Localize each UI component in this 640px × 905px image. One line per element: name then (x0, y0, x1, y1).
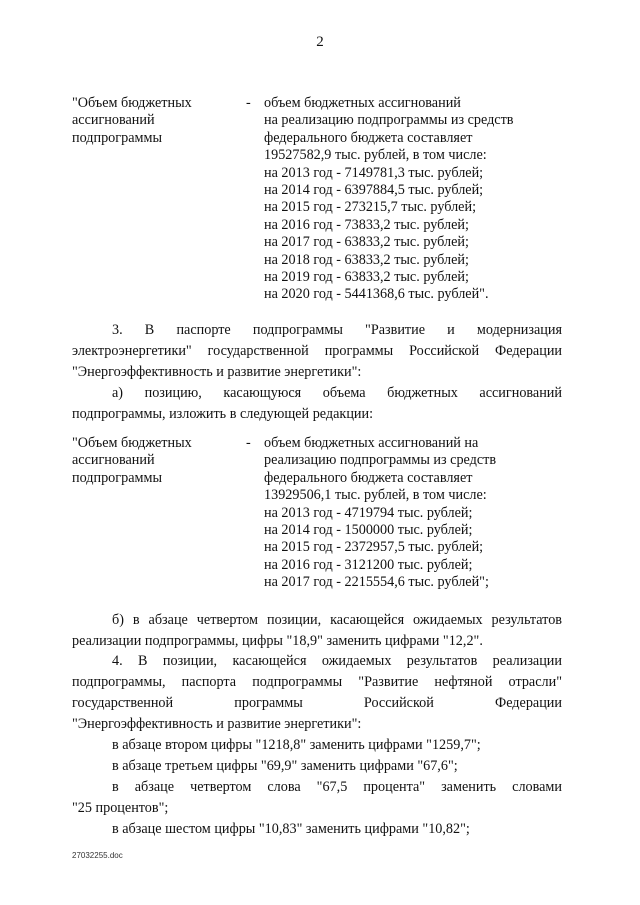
paragraph-line: а) позицию, касающуюся объема бюджетных ассигнований (112, 385, 562, 401)
passport-line: федерального бюджета составляет (264, 129, 473, 146)
paragraph-line: 4. В позиции, касающейся ожидаемых результатов реализации (112, 653, 562, 669)
passport-line: на 2015 год - 273215,7 тыс. рублей; (264, 199, 477, 216)
passport-line: на 2020 год - 5441368,6 тыс. рублей". (264, 286, 489, 303)
passport-lines (264, 95, 514, 304)
passport-dash: - (246, 95, 251, 111)
paragraph-line: электроэнергетики" государственной программы Российской Федерации (72, 343, 562, 359)
paragraph-line: 3. В паспорте подпрограммы "Развитие и модернизация (112, 322, 562, 338)
paragraph-3b (72, 610, 562, 652)
passport-line: на 2014 год - 1500000 тыс. рублей; (264, 522, 473, 539)
passport-line: на 2016 год - 3121200 тыс. рублей; (264, 556, 473, 573)
amendment-item: "25 процентов"; (72, 800, 169, 816)
passport-line: на 2013 год - 4719794 тыс. рублей; (264, 504, 473, 521)
paragraph-line: реализации подпрограммы, цифры "18,9" заменить цифрами "12,2". (72, 633, 483, 649)
paragraph-line: подпрограммы, изложить в следующей редакции: (72, 406, 374, 422)
passport-line: 13929506,1 тыс. рублей, в том числе: (264, 487, 487, 504)
passport-line: на 2016 год - 73833,2 тыс. рублей; (264, 216, 469, 233)
amendment-items (72, 735, 562, 840)
passport-line: на 2013 год - 7149781,3 тыс. рублей; (264, 164, 484, 181)
passport-label: "Объем бюджетных ассигнований подпрограммы (72, 95, 192, 146)
passport-lines (264, 435, 496, 592)
passport-line: федерального бюджета составляет (264, 469, 473, 486)
amendment-item: в абзаце шестом цифры "10,83" заменить цифрами "10,82"; (112, 821, 470, 837)
paragraph-line: "Энергоэффективность и развитие энергетики": (72, 364, 362, 380)
passport-line: на 2017 год - 63833,2 тыс. рублей; (264, 234, 469, 251)
paragraph-line: б) в абзаце четвертом позиции, касающейся ожидаемых результатов (112, 612, 562, 628)
passport-label: "Объем бюджетных ассигнований подпрограммы (72, 435, 192, 486)
passport-dash: - (246, 435, 251, 451)
paragraph-4 (72, 651, 562, 735)
page-number: 2 (316, 34, 324, 50)
paragraph-line: подпрограммы, паспорта подпрограммы "Развитие нефтяной отрасли" (72, 674, 562, 690)
passport-line: 19527582,9 тыс. рублей, в том числе: (264, 147, 487, 164)
document-filename: 27032255.doc (72, 851, 123, 860)
passport-line: объем бюджетных ассигнований (264, 95, 461, 111)
passport-line: на 2017 год - 2215554,6 тыс. рублей"; (264, 574, 489, 591)
paragraph-line: государственной программы Российской Федерации (72, 695, 562, 711)
amendment-item: в абзаце втором цифры "1218,8" заменить цифрами "1259,7"; (112, 737, 481, 753)
amendment-item: в абзаце третьем цифры "69,9" заменить цифрами "67,6"; (112, 758, 458, 774)
paragraph-3a (72, 383, 562, 425)
amendment-item: в абзаце четвертом слова "67,5 процента" заменить словами (112, 779, 562, 795)
passport-line: на 2015 год - 2372957,5 тыс. рублей; (264, 539, 484, 556)
passport-line: объем бюджетных ассигнований на (264, 435, 479, 451)
paragraph-line: "Энергоэффективность и развитие энергетики": (72, 716, 362, 732)
paragraph-3 (72, 320, 562, 383)
passport-line: на 2018 год - 63833,2 тыс. рублей; (264, 251, 469, 268)
passport-line: на 2014 год - 6397884,5 тыс. рублей; (264, 182, 484, 199)
passport-line: реализацию подпрограммы из средств (264, 452, 497, 469)
passport-line: на реализацию подпрограммы из средств (264, 112, 514, 129)
passport-line: на 2019 год - 63833,2 тыс. рублей; (264, 269, 469, 286)
